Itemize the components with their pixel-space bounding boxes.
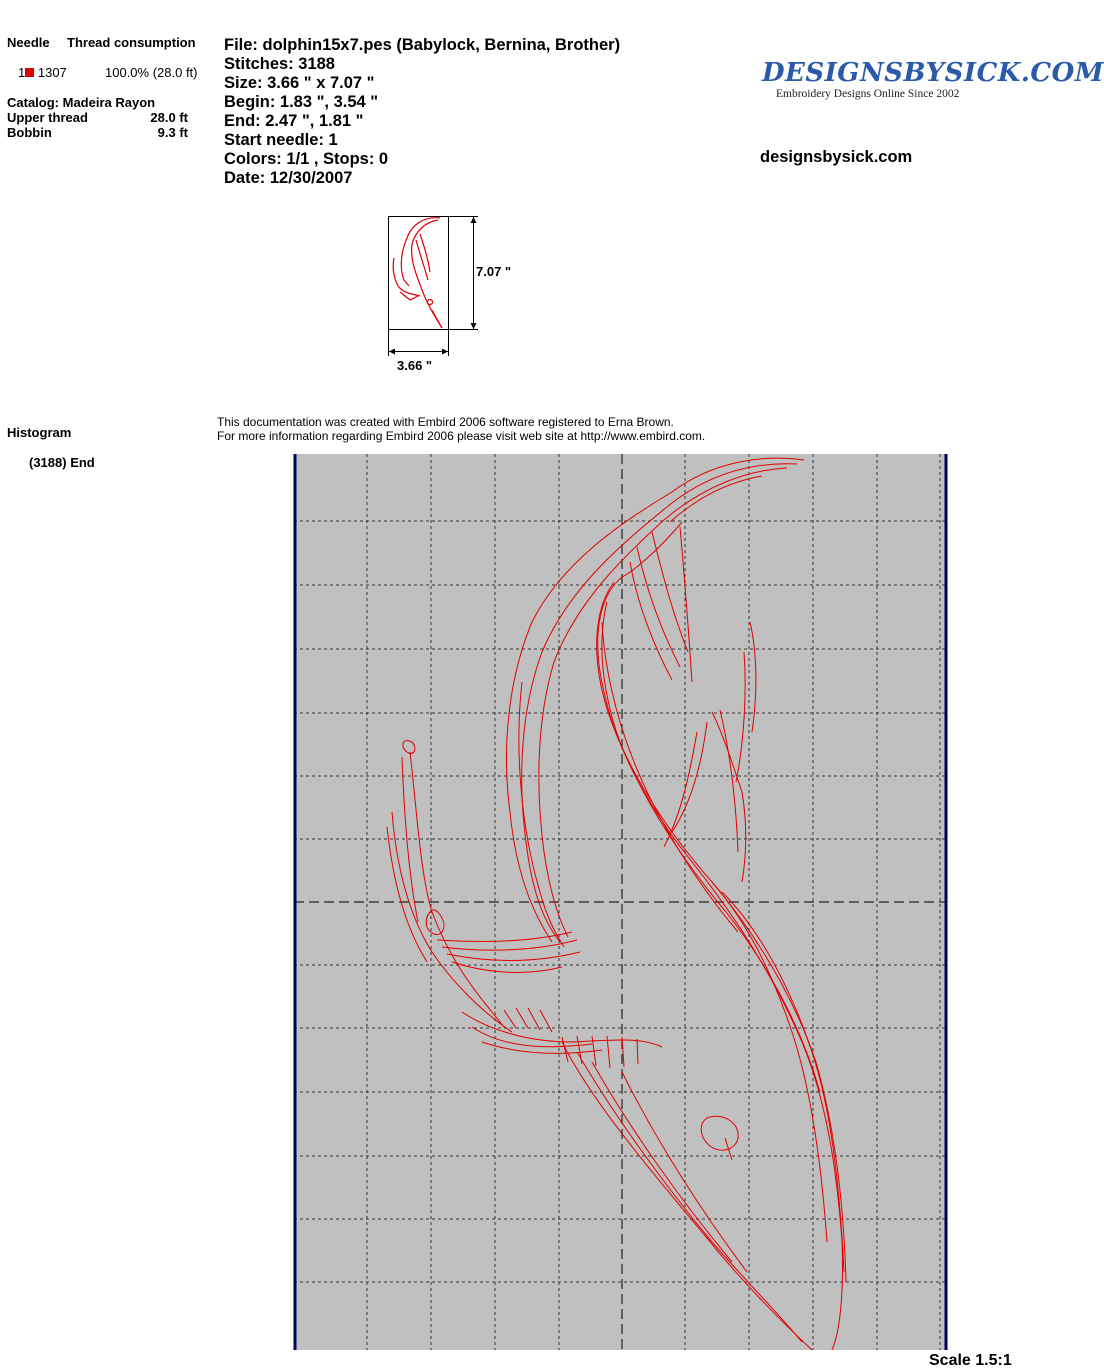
preview-height-label: 7.07 " [476,264,512,279]
logo-text: DESIGNSBYSICK.COM [762,58,1104,88]
design-info [224,36,620,188]
catalog-label: Catalog: Madeira Rayon [7,95,156,110]
bobbin-value: 9.3 ft [157,125,188,140]
design-date: Date: 12/30/2007 [224,169,353,187]
upper-thread-label: Upper thread [7,110,88,125]
thread-consumption-value: 100.0% (28.0 ft) [105,65,198,80]
software-credit [217,415,705,443]
bobbin-label: Bobbin [7,125,52,140]
scale-label: Scale 1.5:1 [929,1352,1012,1369]
file-name: File: dolphin15x7.pes (Babylock, Bernina, Brother) [224,36,621,54]
needle-number: 1 [18,65,26,80]
design-preview [380,210,530,380]
histogram-title: Histogram [7,425,72,440]
preview-width-label: 3.66 " [397,358,433,373]
website-label: designsbysick.com [760,148,913,166]
thread-consumption-header: Thread consumption [67,35,196,50]
hoop-canvas [292,452,950,1352]
bobbin-row [7,125,188,140]
logo-tagline: Embroidery Designs Online Since 2002 [776,88,960,100]
colors-stops: Colors: 1/1 , Stops: 0 [224,150,389,168]
histogram-entry: (3188) End [29,455,95,470]
begin-point: Begin: 1.83 ", 3.54 " [224,93,379,111]
start-needle: Start needle: 1 [224,131,338,149]
thread-color-swatch [25,68,34,77]
thread-row [18,65,67,80]
stitch-count: Stitches: 3188 [224,55,335,73]
end-point: End: 2.47 ", 1.81 " [224,112,364,130]
thread-code: 1307 [37,65,67,80]
credit-line-1: This documentation was created with Embird 2006 software registered to Erna Brown. [217,415,674,429]
needle-header: Needle [7,35,50,50]
design-size: Size: 3.66 " x 7.07 " [224,74,375,92]
upper-thread-value: 28.0 ft [150,110,188,125]
logo [762,58,1104,88]
credit-line-2: For more information regarding Embird 2006 please visit web site at http://www.embird.com. [217,429,706,443]
upper-thread-row [7,110,188,125]
